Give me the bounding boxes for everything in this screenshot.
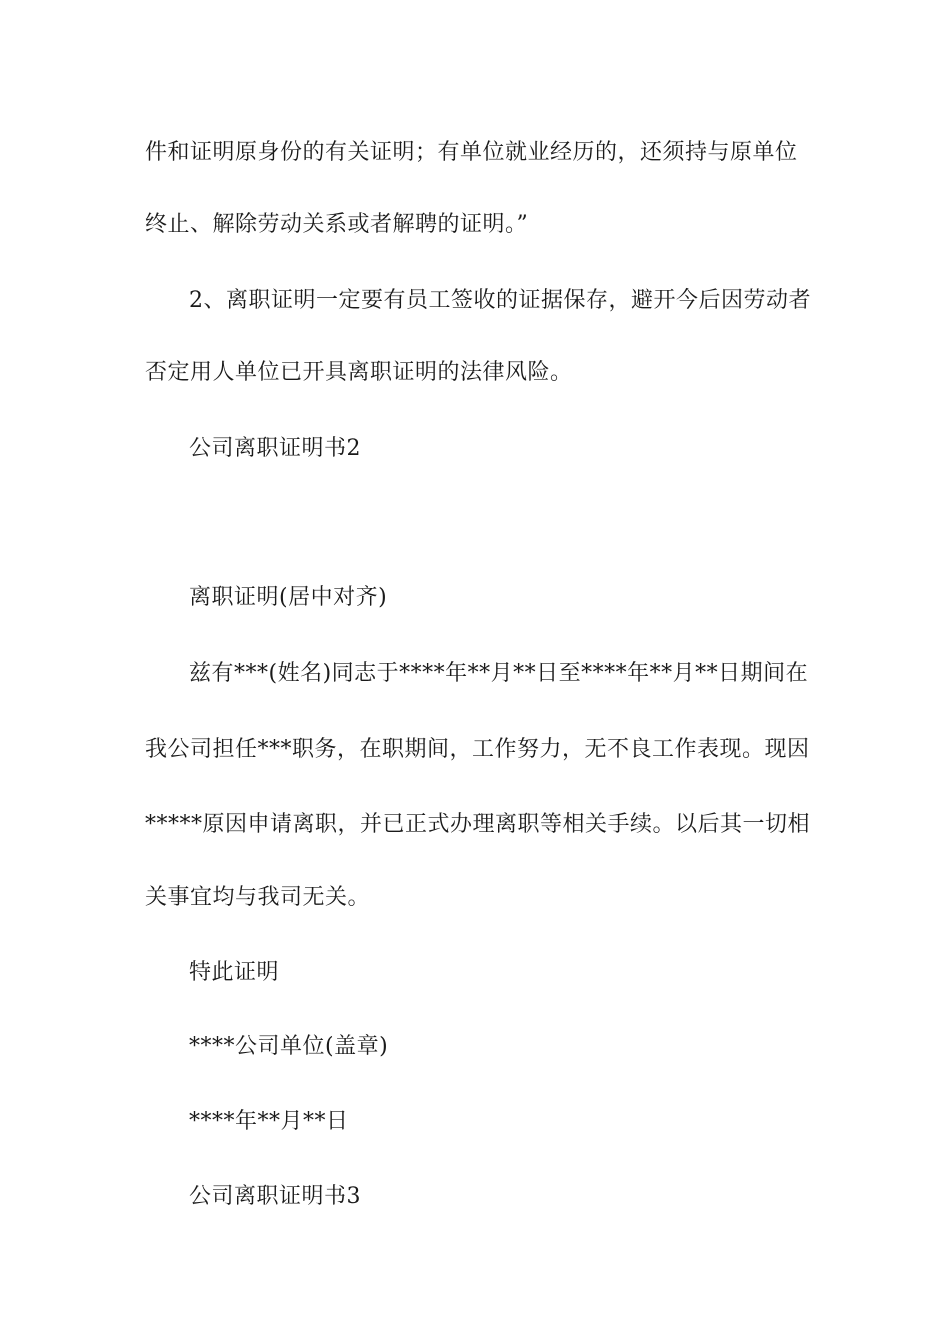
closing-statement: 特此证明 [189,960,280,985]
section-heading: 公司离职证明书2 [189,436,361,461]
paragraph-line: *****原因申请离职，并已正式办理离职等相关手续。以后其一切相 [145,812,811,837]
paragraph-line: 终止、解除劳动关系或者解聘的证明。” [145,212,529,237]
date-line: ****年**月**日 [189,1109,349,1134]
paragraph-line: 我公司担任***职务，在职期间，工作努力，无不良工作表现。现因 [145,737,810,762]
paragraph-line: 2、离职证明一定要有员工签收的证据保存，避开今后因劳动者 [189,288,811,313]
paragraph-line: 件和证明原身份的有关证明；有单位就业经历的，还须持与原单位 [145,140,798,165]
company-seal-line: ****公司单位(盖章) [189,1034,389,1059]
section-heading: 公司离职证明书3 [189,1184,361,1209]
paragraph-line: 关事宜均与我司无关。 [145,885,371,910]
paragraph-line: 否定用人单位已开具离职证明的法律风险。 [145,360,573,385]
paragraph-line: 兹有***(姓名)同志于****年**月**日至****年**月**日期间在 [189,661,809,686]
certificate-title: 离职证明(居中对齐) [189,585,388,610]
